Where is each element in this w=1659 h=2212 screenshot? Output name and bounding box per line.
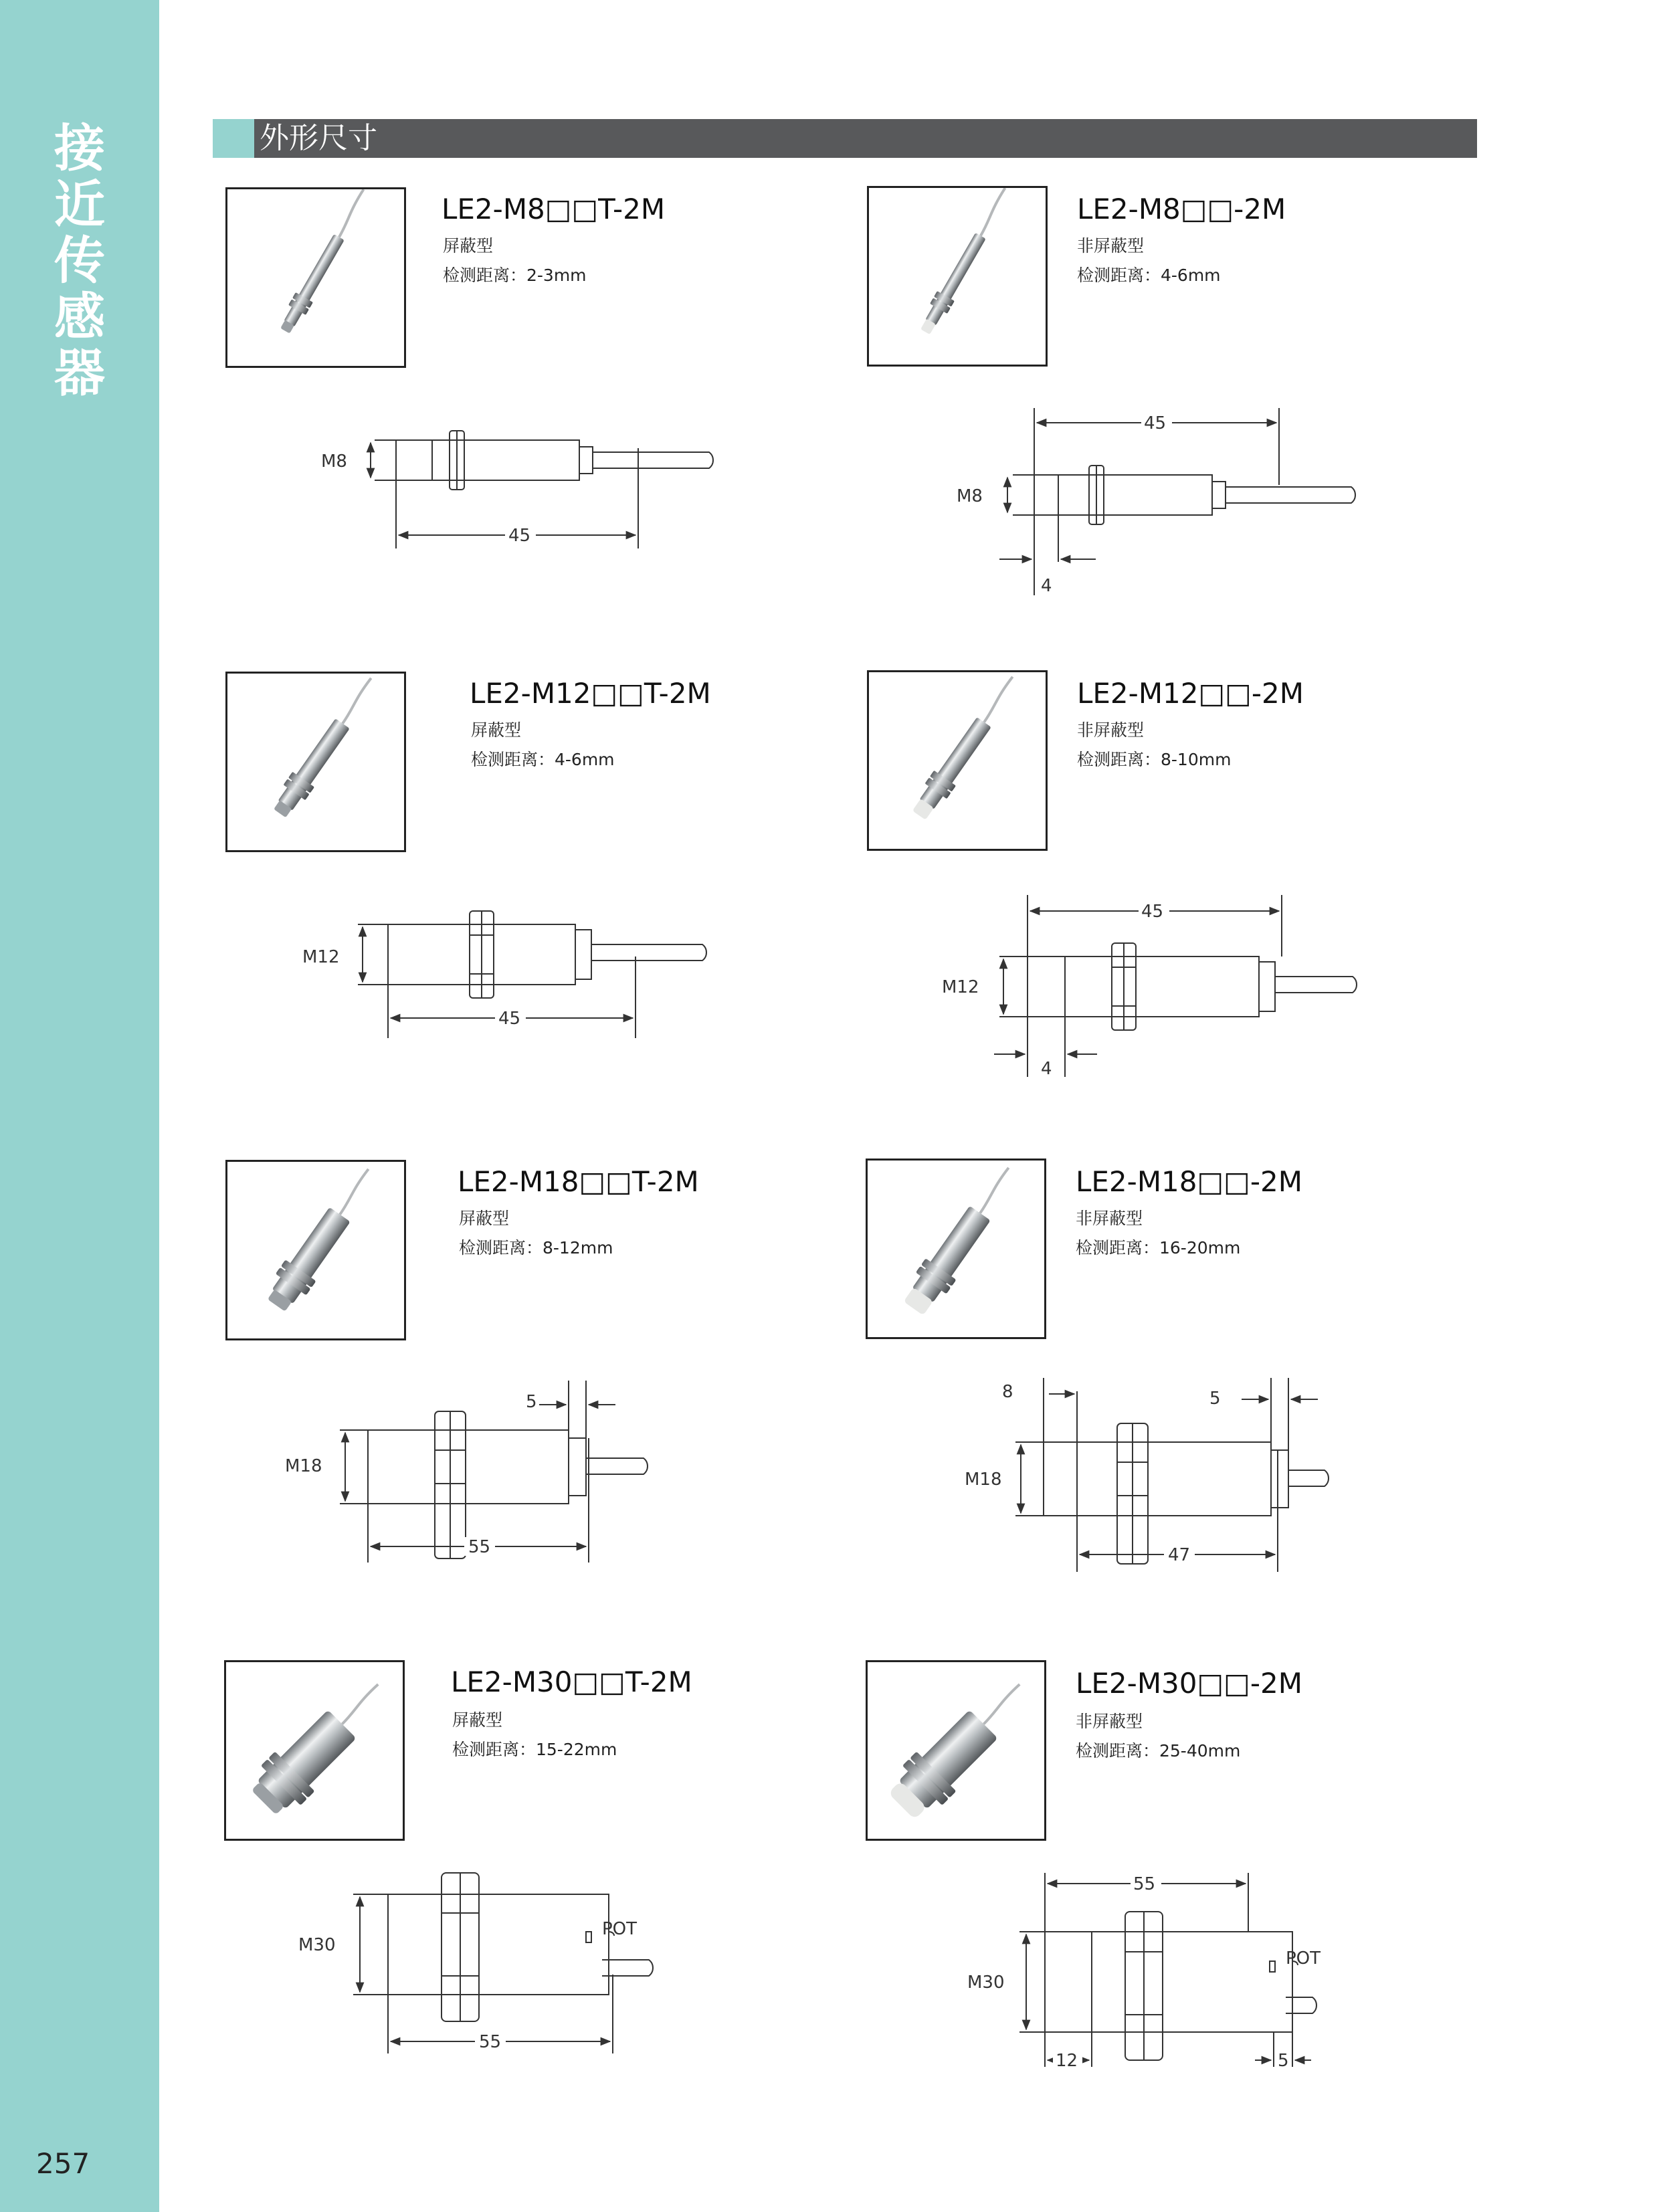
head-length-label: 4 (1041, 1059, 1052, 1079)
dimension-drawing (943, 1866, 1371, 2080)
dimension-drawing (281, 1859, 709, 2060)
product-photo (866, 1660, 1046, 1841)
length-label: 45 (1141, 902, 1164, 922)
length-label: 55 (1133, 1874, 1156, 1894)
diameter-label: M30 (298, 1935, 336, 1955)
product-photo (866, 1159, 1046, 1339)
sensor-type: 屏蔽型 (459, 1209, 510, 1228)
sensor-m12-shielded-image (227, 674, 404, 850)
detection-range: 检测距离：25-40mm (1076, 1741, 1241, 1761)
length-label: 45 (1144, 413, 1167, 433)
head-length-label: 4 (1041, 576, 1052, 596)
sensor-type: 屏蔽型 (471, 720, 522, 740)
detection-range: 检测距离：8-10mm (1077, 750, 1232, 769)
product-photo (867, 670, 1048, 851)
sensor-type: 非屏蔽型 (1076, 1209, 1143, 1228)
model-name: LE2-M12□□-2M (1077, 677, 1304, 710)
head-length-label: 12 (1056, 2051, 1078, 2071)
model-name: LE2-M12□□T-2M (470, 677, 711, 710)
model-name: LE2-M18□□-2M (1076, 1165, 1302, 1198)
sensor-m30-shielded-image (226, 1662, 403, 1839)
detection-range: 检测距离：4-6mm (471, 750, 615, 769)
diameter-label: M30 (967, 1973, 1005, 1993)
dimension-drawing (930, 890, 1385, 1090)
sensor-type: 屏蔽型 (443, 236, 494, 256)
product-photo (225, 1160, 406, 1340)
model-name: LE2-M8□□T-2M (442, 193, 666, 225)
section-header-accent (213, 119, 254, 158)
sensor-m8-unshielded-image (869, 188, 1046, 365)
product-photo (224, 1660, 405, 1841)
sensor-type: 非屏蔽型 (1076, 1712, 1143, 1731)
diameter-label: M8 (321, 451, 347, 472)
tail-length-label: 5 (1278, 2051, 1289, 2071)
sensor-type: 非屏蔽型 (1077, 236, 1145, 256)
length-label: 47 (1168, 1545, 1191, 1565)
diameter-label: M8 (957, 486, 983, 506)
dimension-drawing (937, 1365, 1365, 1579)
sidebar-title: 接近传感器 (54, 118, 105, 403)
sensor-m12-unshielded-image (869, 672, 1046, 849)
head-length-label: 8 (1002, 1382, 1013, 1402)
diameter-label: M12 (302, 947, 340, 967)
detection-range: 检测距离：4-6mm (1077, 266, 1221, 285)
product-photo (225, 187, 406, 368)
length-label: 55 (468, 1537, 491, 1557)
sensor-type: 非屏蔽型 (1077, 720, 1145, 740)
model-name: LE2-M18□□T-2M (458, 1165, 699, 1198)
sensor-m18-unshielded-image (868, 1161, 1044, 1337)
section-header (213, 119, 1477, 158)
sensor-type: 屏蔽型 (452, 1710, 503, 1730)
detection-range: 检测距离：15-22mm (452, 1740, 617, 1759)
model-name: LE2-M8□□-2M (1077, 193, 1286, 225)
product-photo (867, 186, 1048, 367)
dimension-drawing (943, 401, 1371, 602)
sensor-m8-shielded-image (227, 189, 404, 366)
diameter-label: M18 (285, 1456, 322, 1476)
section-title: 外形尺寸 (260, 121, 377, 155)
sensor-m30-unshielded-image (868, 1662, 1044, 1839)
tail-length-label: 5 (1209, 1389, 1221, 1409)
dimension-drawing (288, 896, 743, 1057)
detection-range: 检测距离：16-20mm (1076, 1238, 1241, 1258)
model-name: LE2-M30□□-2M (1076, 1667, 1302, 1700)
page-number: 257 (36, 2147, 90, 2180)
pot-label: POT (602, 1919, 638, 1939)
pot-label: POT (1286, 1948, 1321, 1969)
length-label: 55 (479, 2032, 502, 2052)
dimension-drawing (308, 408, 736, 562)
diameter-label: M18 (965, 1470, 1002, 1490)
length-label: 45 (498, 1009, 521, 1029)
product-photo (225, 672, 406, 852)
detection-range: 检测距离：2-3mm (443, 266, 587, 285)
model-name: LE2-M30□□T-2M (451, 1666, 692, 1698)
tail-length-label: 5 (526, 1392, 537, 1412)
diameter-label: M12 (942, 977, 979, 997)
length-label: 45 (508, 526, 531, 546)
sensor-m18-shielded-image (227, 1162, 404, 1338)
detection-range: 检测距离：8-12mm (459, 1238, 613, 1258)
dimension-drawing (274, 1371, 689, 1572)
